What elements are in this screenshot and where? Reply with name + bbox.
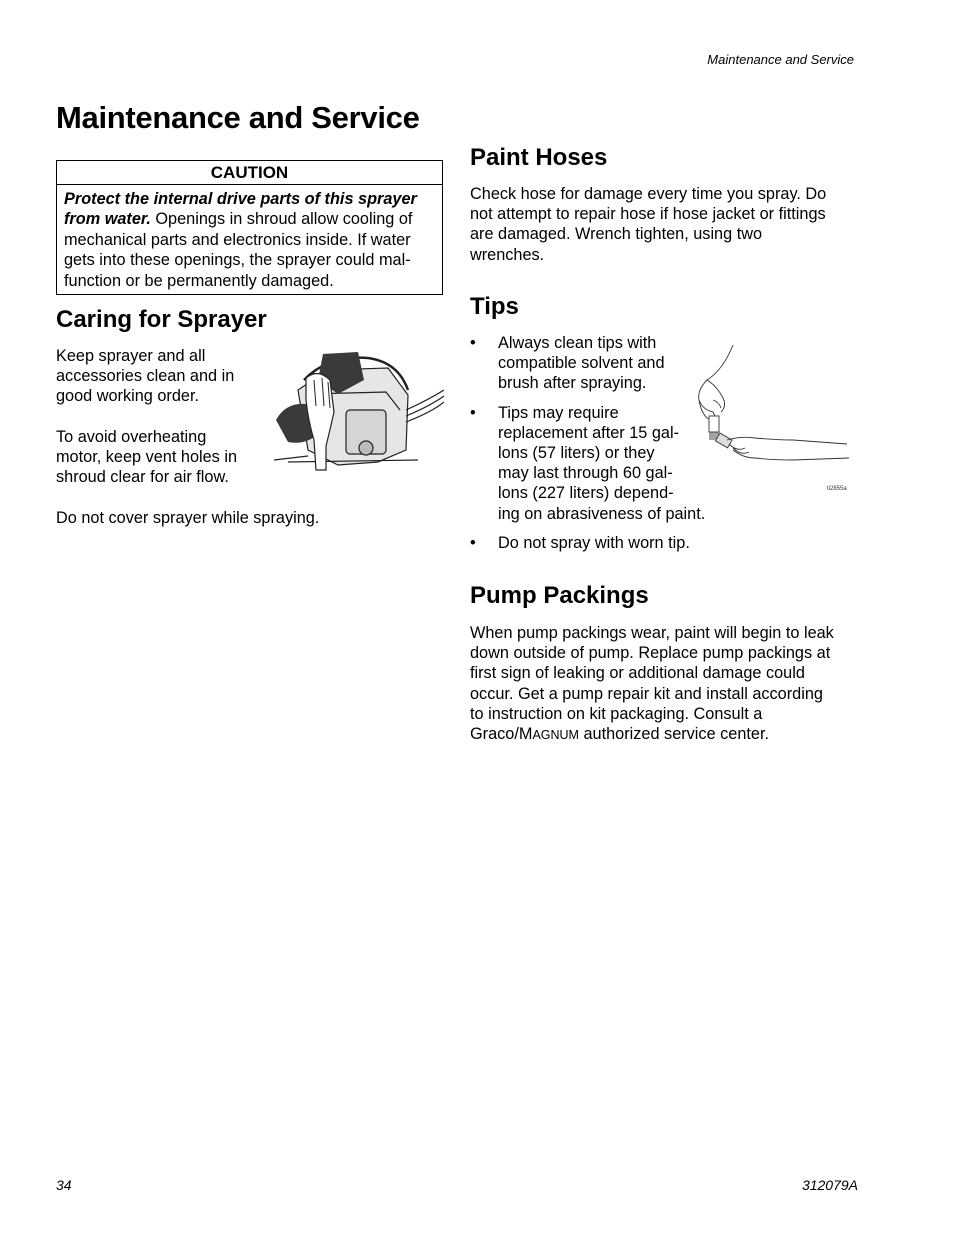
pump-packings-text: When pump packings wear, paint will begin to leak down outside of pump. Replace pump packings at first sign of leaking or additional damage could occur. Get a pump repair kit and install according to instruction on kit packaging. Consult a Graco/MAGNUM authorized service center. <box>470 624 834 744</box>
list-item: • Do not spray with worn tip. <box>470 533 690 552</box>
tips-list <box>470 333 705 562</box>
caution-line: from water. Openings in shroud allow cooling of <box>64 210 413 229</box>
list-item: • Always clean tips with compatible solvent and brush after spraying. <box>470 334 665 393</box>
figure-code: ti2855a <box>827 486 847 492</box>
caution-line: mechanical parts and electronics inside. If water <box>64 230 411 249</box>
list-item: • Tips may require replacement after 15 gal- lons (57 liters) or they may last through 60 gal- lons (227 liters) depend- ing on abrasiveness of paint. <box>470 403 706 523</box>
running-head: Maintenance and Service <box>707 52 854 67</box>
page-number: 34 <box>56 1177 72 1193</box>
caution-line: Protect the internal drive parts of this sprayer <box>64 190 417 208</box>
caution-line: gets into these openings, the sprayer could mal- <box>64 251 411 270</box>
caring-paragraph-3: Do not cover sprayer while spraying. <box>56 509 320 527</box>
paint-hoses-heading: Paint Hoses <box>470 144 608 171</box>
caution-text <box>57 185 442 294</box>
tips-heading: Tips <box>470 293 519 320</box>
document-number: 312079A <box>801 1177 858 1193</box>
caution-line: function or be permanently damaged. <box>64 271 334 290</box>
caring-paragraph-1: Keep sprayer and all accessories clean and in good working order. <box>56 347 235 406</box>
caution-box <box>56 160 443 295</box>
caring-paragraph-2: To avoid overheating motor, keep vent holes in shroud clear for air flow. <box>56 428 238 487</box>
caution-heading: CAUTION <box>57 161 442 185</box>
caring-heading: Caring for Sprayer <box>56 306 267 333</box>
pump-packings-heading: Pump Packings <box>470 582 649 609</box>
tip-cleaning-illustration <box>693 340 853 495</box>
sprayer-illustration <box>268 350 444 476</box>
page-title: Maintenance and Service <box>56 100 420 135</box>
paint-hoses-text: Check hose for damage every time you spray. Do not attempt to repair hose if hose jacket or fittings are damaged. Wrench tighten, using two wrenches. <box>470 185 827 264</box>
